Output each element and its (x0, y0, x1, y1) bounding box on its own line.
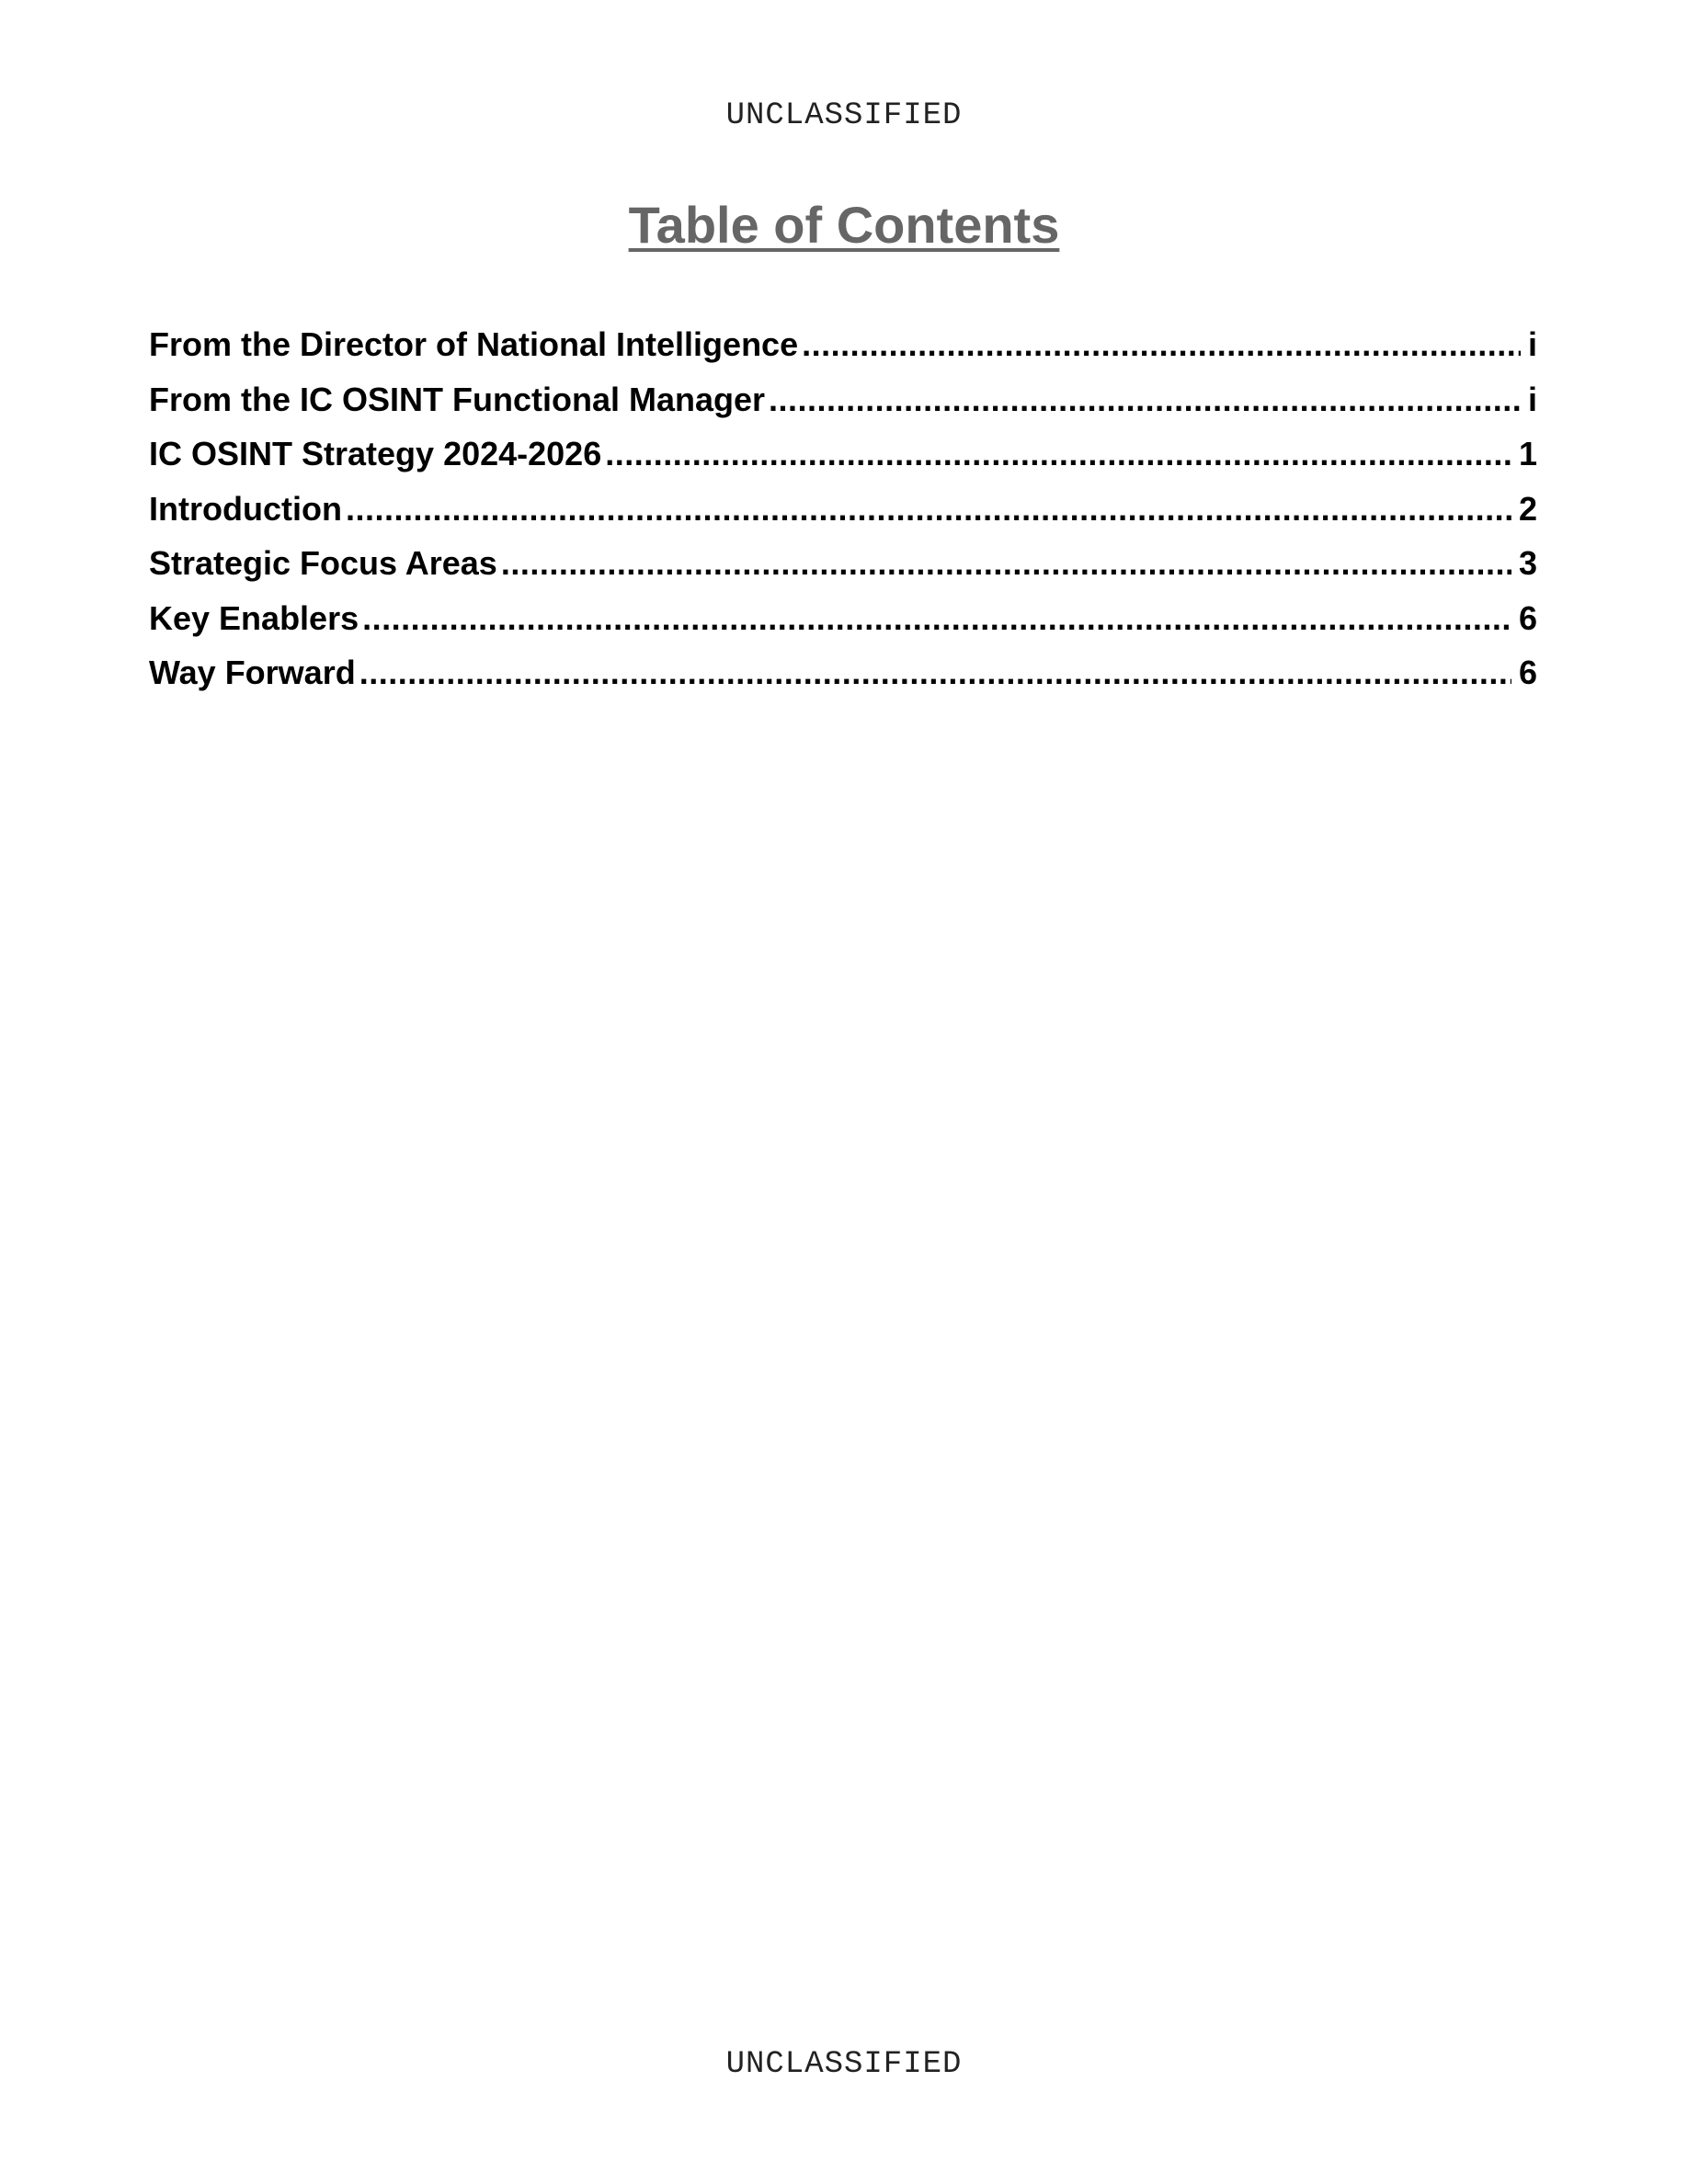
toc-entry-text: IC OSINT Strategy 2024-2026 (149, 435, 602, 472)
toc-entry-text: Introduction (149, 489, 342, 528)
toc-title: Table of Contents (628, 196, 1060, 254)
toc-entry-strategic-focus-areas[interactable] (149, 540, 1537, 596)
toc-entry-text: Strategic Focus Areas (149, 544, 497, 582)
toc-page-number: 6 (1518, 654, 1537, 691)
toc-entry-text: Way Forward (149, 654, 356, 691)
toc-dot-leader (605, 431, 1511, 477)
toc-entry-way-forward[interactable] (149, 650, 1537, 705)
toc-entry-text: From the IC OSINT Functional Manager (149, 380, 766, 418)
toc-entry-director[interactable] (149, 322, 1537, 377)
toc-dot-leader (359, 650, 1511, 696)
toc-entry-key-enablers[interactable] (149, 596, 1537, 651)
toc-entry-introduction[interactable] (149, 486, 1537, 541)
toc-page-number: i (1527, 325, 1537, 363)
toc-page-number: 6 (1518, 598, 1537, 637)
toc-dot-leader (501, 540, 1511, 586)
toc-entry-strategy[interactable] (149, 431, 1537, 486)
classification-banner-top: UNCLASSIFIED (725, 98, 963, 133)
toc-page-number: 2 (1518, 489, 1537, 528)
toc-page-number: 3 (1518, 544, 1537, 582)
toc-dot-leader (346, 486, 1511, 532)
classification-banner-bottom: UNCLASSIFIED (725, 2047, 963, 2082)
toc-dot-leader (362, 596, 1511, 642)
toc-entry-text: From the Director of National Intelligence (149, 325, 799, 363)
toc-page-number: i (1527, 380, 1537, 418)
toc-entry-text: Key Enablers (149, 598, 359, 637)
toc-page-number: 1 (1518, 435, 1537, 472)
toc-dot-leader (769, 377, 1521, 423)
toc-list (149, 322, 1537, 705)
toc-entry-functional-manager[interactable] (149, 377, 1537, 432)
toc-dot-leader (802, 322, 1521, 368)
